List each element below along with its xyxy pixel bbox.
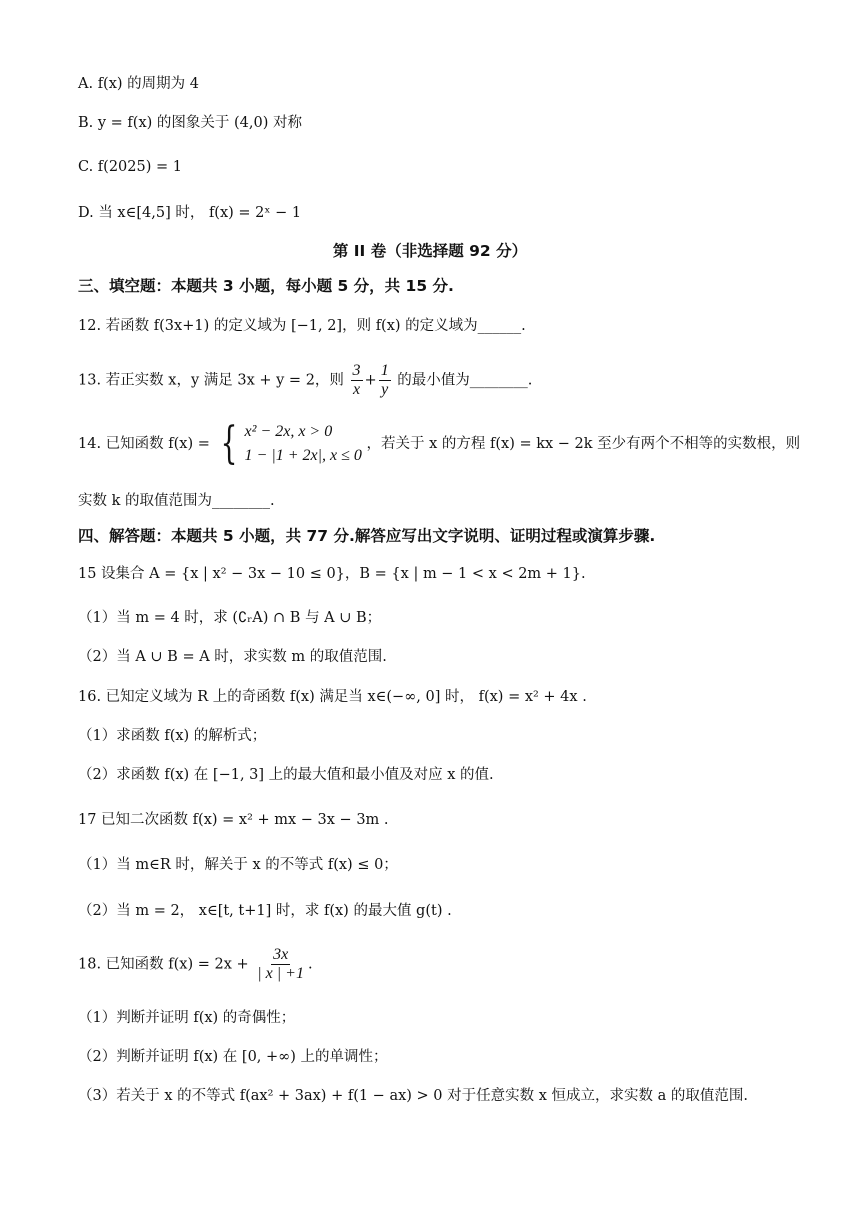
question-18 <box>78 946 790 983</box>
q13-post: 的最小值为________. <box>397 372 533 389</box>
question-18-part3: （3）若关于 x 的不等式 f(ax² + 3ax) + f(1 − ax) > 0 对于任意实数 x 恒成立，求实数 a 的取值范围. <box>78 1088 748 1104</box>
question-16-part2: （2）求函数 f(x) 在 [−1, 3] 上的最大值和最小值及对应 x 的值. <box>78 767 494 783</box>
question-14 <box>78 418 801 469</box>
question-15-part1: （1）当 m = 4 时，求 (∁ᵣA) ∩ B 与 A ∪ B； <box>78 610 382 626</box>
left-brace-icon: { <box>220 418 237 469</box>
q14-case-1: x² − 2x, x > 0 <box>244 423 333 440</box>
q13-frac2-num: 1 <box>380 362 389 379</box>
section4-title: 四、解答题：本题共 5 小题，共 77 分.解答应写出文字说明、证明过程或演算步骤. <box>78 527 656 545</box>
q18-frac-num: 3x <box>273 946 289 963</box>
q14-case-2: 1 − |1 + 2x|, x ≤ 0 <box>244 447 362 464</box>
question-17-part2: （2）当 m = 2， x∈[t, t+1] 时，求 f(x) 的最大值 g(t) . <box>78 903 452 919</box>
question-12: 12. 若函数 f(3x+1) 的定义域为 [−1, 2]，则 f(x) 的定义域为______. <box>78 318 526 334</box>
q18-post: . <box>307 956 313 973</box>
q13-pre: 13. 若正实数 x，y 满足 3x + y = 2，则 <box>78 372 344 389</box>
question-15-part2: （2）当 A ∪ B = A 时，求实数 m 的取值范围. <box>78 649 387 665</box>
question-16-part1: （1）求函数 f(x) 的解析式； <box>78 728 267 744</box>
question-18-part1: （1）判断并证明 f(x) 的奇偶性； <box>78 1010 296 1026</box>
q13-frac1-den: x <box>352 381 361 398</box>
q14-piecewise <box>215 420 362 468</box>
part2-title: 第 II 卷（非选择题 92 分） <box>332 242 528 260</box>
q13-plus: + <box>364 372 377 389</box>
question-16: 16. 已知定义域为 R 上的奇函数 f(x) 满足当 x∈(−∞, 0] 时， f(x) = x² + 4x . <box>78 689 587 705</box>
question-15: 15 设集合 A = {x | x² − 3x − 10 ≤ 0}，B = {x | m − 1 < x < 2m + 1}. <box>78 566 586 582</box>
q18-frac-den: | x | +1 <box>257 965 304 982</box>
q18-fraction <box>255 946 306 983</box>
q13-fraction-1 <box>351 362 363 399</box>
q14-pre: 14. 已知函数 f(x) = <box>78 436 210 452</box>
option-a: A. f(x) 的周期为 4 <box>78 76 199 92</box>
q14-post: ，若关于 x 的方程 f(x) = kx − 2k 至少有两个不相等的实数根，则 <box>366 436 801 452</box>
option-c: C. f(2025) = 1 <box>78 159 182 175</box>
q18-pre: 18. 已知函数 f(x) = 2x + <box>78 956 249 973</box>
q13-frac1-num: 3 <box>352 362 361 379</box>
question-14-line2: 实数 k 的取值范围为________. <box>78 493 275 509</box>
question-13 <box>78 362 790 399</box>
q13-frac2-den: y <box>381 381 389 398</box>
section3-title: 三、填空题：本题共 3 小题，每小题 5 分，共 15 分. <box>78 277 454 295</box>
question-17-part1: （1）当 m∈R 时，解关于 x 的不等式 f(x) ≤ 0； <box>78 857 398 873</box>
option-b: B. y = f(x) 的图象关于 (4,0) 对称 <box>78 115 302 131</box>
question-17: 17 已知二次函数 f(x) = x² + mx − 3x − 3m . <box>78 812 389 828</box>
q13-fraction-2 <box>379 362 391 399</box>
question-18-part2: （2）判断并证明 f(x) 在 [0, +∞) 上的单调性； <box>78 1049 388 1065</box>
option-d: D. 当 x∈[4,5] 时， f(x) = 2ˣ − 1 <box>78 205 302 221</box>
